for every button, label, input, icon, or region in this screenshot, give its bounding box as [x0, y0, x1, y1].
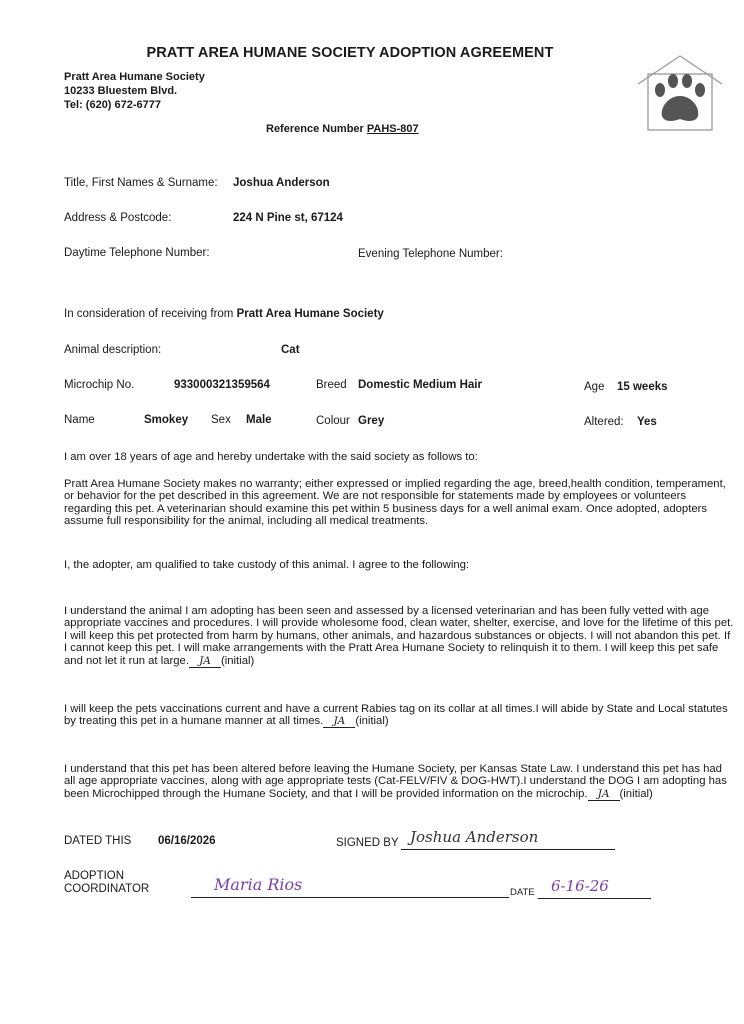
- altered-value: Yes: [637, 416, 657, 428]
- name-label: Title, First Names & Surname:: [64, 177, 218, 189]
- coordinator-label-line1: ADOPTION: [64, 870, 125, 882]
- dated-value: 06/16/2026: [158, 835, 216, 847]
- pet-name-label: Name: [64, 414, 95, 426]
- address-label: Address & Postcode:: [64, 212, 172, 224]
- org-phone: Tel: (620) 672-6777: [64, 99, 162, 111]
- microchip-value: 933000321359564: [174, 379, 270, 391]
- over-18-statement: I am over 18 years of age and hereby undertake with the said society as follows to:: [64, 451, 478, 463]
- sex-label: Sex: [211, 414, 231, 426]
- day-phone-label: Daytime Telephone Number:: [64, 247, 210, 259]
- pet-name-value: Smokey: [144, 414, 189, 426]
- reference-value: PAHS-807: [366, 123, 419, 135]
- date-label: DATE: [510, 887, 535, 898]
- age-label: Age: [584, 381, 605, 393]
- sex-value: Male: [246, 414, 272, 426]
- address-value: 224 N Pine st, 67124: [233, 212, 343, 224]
- microchip-label: Microchip No.: [64, 379, 135, 391]
- initial-label-2: (initial): [355, 715, 389, 728]
- org-block: [64, 70, 205, 112]
- altered-label: Altered:: [584, 416, 624, 428]
- consideration-line: [64, 308, 384, 321]
- consideration-society: Pratt Area Humane Society: [236, 308, 384, 320]
- vaccination-text: I will keep the pets vaccinations current and have a current Rabies tag on its collar at all times.I will abide by State and Local statutes by treating this pet in a humane manner at all times.: [64, 703, 728, 728]
- altered-paragraph: [64, 763, 736, 801]
- understand-paragraph: [64, 605, 736, 668]
- breed-label: Breed: [316, 379, 347, 391]
- org-name: Pratt Area Humane Society: [64, 71, 205, 83]
- initial-field-3: JA: [588, 789, 620, 801]
- consideration-prefix: In consideration of receiving from: [64, 308, 234, 320]
- initial-label-1: (initial): [220, 654, 255, 667]
- initial-field-2: JA: [323, 716, 355, 728]
- animal-description-label: Animal description:: [64, 344, 162, 356]
- vaccination-paragraph: [64, 703, 736, 728]
- org-address: 10233 Bluestem Blvd.: [64, 85, 178, 97]
- qualified-statement: I, the adopter, am qualified to take custody of this animal. I agree to the following:: [64, 559, 470, 571]
- date-line: [538, 898, 651, 899]
- colour-value: Grey: [358, 415, 385, 427]
- initial-field-1: JA: [189, 656, 221, 668]
- reference-number: [266, 123, 419, 135]
- reference-label: Reference Number: [266, 123, 364, 135]
- breed-value: Domestic Medium Hair: [358, 379, 482, 391]
- signed-by-label: SIGNED BY: [336, 837, 399, 849]
- animal-description-value: Cat: [281, 344, 300, 356]
- initial-label-3: (initial): [619, 787, 653, 800]
- paw-house-logo-icon: [630, 52, 730, 134]
- coordinator-label: [64, 870, 149, 896]
- evening-phone-label: Evening Telephone Number:: [358, 248, 503, 260]
- adopter-signature: Joshua Anderson: [410, 828, 539, 846]
- dated-label: DATED THIS: [64, 835, 132, 847]
- coordinator-label-line2: COORDINATOR: [64, 883, 150, 895]
- altered-text: I understand that this pet has been altered before leaving the Humane Society, per Kansas State Law. I understand this pet has had all age appropriate vaccines, along with age appropriate tests (Cat-FELV/FIV & DOG-HWT).I understand the DOG I am adopting has been Microchipped through the Humane Society, and that I will be provided information on the microchip.: [64, 763, 727, 800]
- signature-line: [401, 849, 615, 850]
- coordinator-signature: Maria Rios: [214, 875, 303, 894]
- understand-text: I understand the animal I am adopting has been seen and assessed by a licensed veterinarian and has been fully vetted with age appropriate vaccines and procedures. I will provide wholesome food, clean water, shelter, exercise, and love for the lifetime of this pet. I will keep this pet protected from harm by humans, other animals, and hazardous substances or objects. I will not abandon this pet. If I cannot keep this pet. I will make arrangements with the Pratt Area Humane Society to relinquish it to them. I will keep this pet safe and not let it run at large.: [64, 605, 734, 667]
- warranty-paragraph: Pratt Area Humane Society makes no warranty; either expressed or implied regarding the age, breed,health condition, temperament, or behavior for the pet described in this agreement. We are not responsible for statements made by employees or volunteers regarding this pet. A veterinarian should examine this pet within 5 business days for a well animal exam. Once adopted, adopters assume full responsibility for the animal, including all medical treatments.: [64, 478, 726, 528]
- colour-label: Colour: [316, 415, 350, 427]
- coordinator-date: 6-16-26: [551, 877, 609, 895]
- name-value: Joshua Anderson: [233, 177, 330, 189]
- age-value: 15 weeks: [617, 381, 668, 393]
- document-title: PRATT AREA HUMANE SOCIETY ADOPTION AGREEMENT: [146, 45, 554, 61]
- coordinator-signature-line: [191, 897, 509, 898]
